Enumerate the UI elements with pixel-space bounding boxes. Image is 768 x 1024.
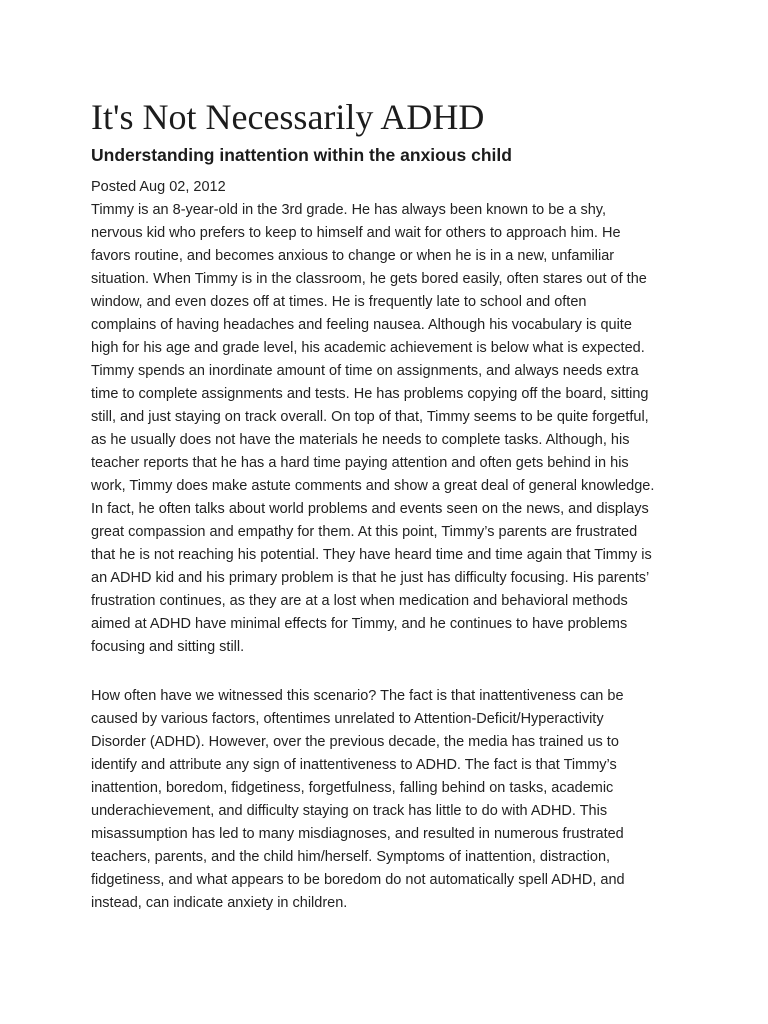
text-line: great compassion and empathy for them. At this point, Timmy’s parents are frustrated <box>91 524 638 540</box>
text-line: still, and just staying on track overall. On top of that, Timmy seems to be quite forgetful, <box>91 409 649 425</box>
text-line: teachers, parents, and the child him/herself. Symptoms of inattention, distraction, <box>91 849 611 865</box>
text-line: as he usually does not have the materials he needs to complete tasks. Although, his <box>91 432 630 448</box>
text-line: aimed at ADHD have minimal effects for Timmy, and he continues to have problems <box>91 616 628 632</box>
text-line: Timmy spends an inordinate amount of time on assignments, and always needs extra <box>91 363 639 379</box>
article-title: It's Not Necessarily ADHD <box>91 97 485 137</box>
text-line: In fact, he often talks about world problems and events seen on the news, and displays <box>91 501 649 517</box>
text-line: frustration continues, as they are at a lost when medication and behavioral methods <box>91 593 628 609</box>
text-line: teacher reports that he has a hard time paying attention and often gets behind in his <box>91 455 629 471</box>
text-line: fidgetiness, and what appears to be boredom do not automatically spell ADHD, and <box>91 872 625 888</box>
paragraph-1 <box>91 199 691 659</box>
text-line: misassumption has led to many misdiagnoses, and resulted in numerous frustrated <box>91 826 624 842</box>
text-line: Timmy is an 8-year-old in the 3rd grade. He has always been known to be a shy, <box>91 202 607 218</box>
text-line: complains of having headaches and feeling nausea. Although his vocabulary is quite <box>91 317 632 333</box>
text-line: an ADHD kid and his primary problem is that he just has difficulty focusing. His parents’ <box>91 570 650 586</box>
text-line: work, Timmy does make astute comments and show a great deal of general knowledge. <box>91 478 655 494</box>
text-line: focusing and sitting still. <box>91 639 245 655</box>
text-line: high for his age and grade level, his academic achievement is below what is expected. <box>91 340 645 356</box>
text-line: window, and even dozes off at times. He is frequently late to school and often <box>91 294 587 310</box>
text-line: Disorder (ADHD). However, over the previous decade, the media has trained us to <box>91 734 619 750</box>
text-line: situation. When Timmy is in the classroom, he gets bored easily, often stares out of the <box>91 271 647 287</box>
posted-date: Posted Aug 02, 2012 <box>91 179 226 195</box>
text-line: inattention, boredom, fidgetiness, forgetfulness, falling behind on tasks, academic <box>91 780 614 796</box>
text-line: How often have we witnessed this scenario? The fact is that inattentiveness can be <box>91 688 624 704</box>
text-line: time to complete assignments and tests. He has problems copying off the board, sitting <box>91 386 649 402</box>
text-line: identify and attribute any sign of inattentiveness to ADHD. The fact is that Timmy’s <box>91 757 617 773</box>
paragraph-2 <box>91 685 691 915</box>
text-line: instead, can indicate anxiety in children. <box>91 895 348 911</box>
text-line: that he is not reaching his potential. They have heard time and time again that Timmy is <box>91 547 652 563</box>
article-subtitle: Understanding inattention within the anxious child <box>91 145 512 165</box>
text-line: caused by various factors, oftentimes unrelated to Attention-Deficit/Hyperactivity <box>91 711 604 727</box>
text-line: underachievement, and difficulty staying on track has little to do with ADHD. This <box>91 803 608 819</box>
text-line: nervous kid who prefers to keep to himself and wait for others to approach him. He <box>91 225 621 241</box>
text-line: favors routine, and becomes anxious to change or when he is in a new, unfamiliar <box>91 248 615 264</box>
